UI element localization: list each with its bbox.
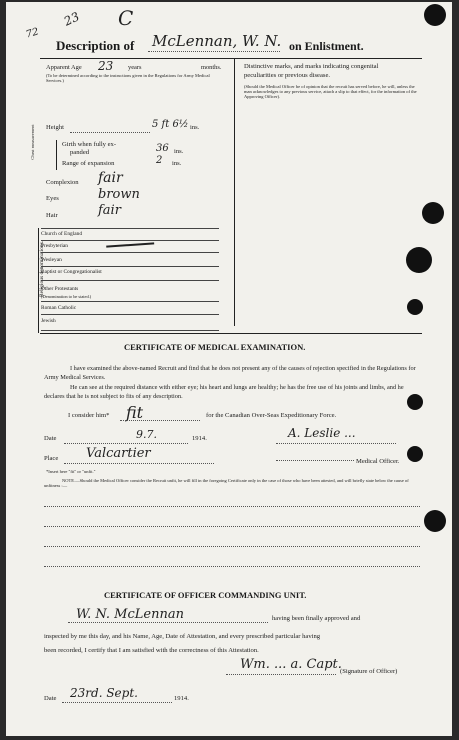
hair-value: fair [98,203,121,218]
commanding-date-value: 23rd. Sept. [70,686,138,700]
age-note: (To be determined according to the instructions given in the Regulations for Army Medical Services.) [46,73,210,84]
religion-item: Presbyterian [41,243,68,249]
years-label: years [128,64,142,71]
marks-label: Distinctive marks, and marks indicating congenital [244,63,379,70]
medical-officer-label: Medical Officer. [356,458,400,465]
medical-place-value: Valcartier [86,446,151,461]
complexion-label: Complexion [46,179,79,186]
letter-mark: C [118,6,134,30]
medical-place-label: Place [44,455,59,462]
consider-value: fit [126,403,144,422]
header-prefix: Description of [56,38,135,53]
hair-label: Hair [46,212,58,219]
punch-hole [422,202,444,224]
commanding-line-1: having been finally approved and [272,615,361,622]
commanding-date-year: 1914. [174,695,189,702]
eyes-value: brown [98,187,140,202]
margin-number: 72 [24,26,40,41]
height-label: Height [46,124,64,131]
eyes-label: Eyes [46,195,59,202]
months-label: months. [201,64,222,71]
punch-hole [406,247,432,273]
commanding-name-value: W. N. McLennan [76,607,184,622]
religion-item-note: (Denomination to be stated.) [41,294,92,299]
medical-date-year: 1914. [192,435,207,442]
medical-signature: A. Leslie ... [288,426,356,440]
height-value: 5 ft 6½ [152,119,189,130]
margin-initials: 23 [61,9,82,29]
range-label: Range of expansion [62,160,115,167]
religion-item: Jewish [41,318,56,324]
presbyterian-tick [106,236,154,247]
header-suffix: on Enlistment. [289,39,364,53]
recruit-name: McLennan, W. N. [152,32,282,50]
punch-hole [407,299,423,315]
religion-item: Church of England [41,231,83,237]
punch-hole [424,4,446,26]
religion-item: Baptist or Congregationalist [41,269,102,275]
complexion-value: fair [98,170,123,186]
medical-date-value: 9.7. [136,428,157,441]
commanding-sig-label: (Signature of Officer) [340,668,398,675]
religion-item: Other Protestants [41,286,79,292]
medical-heading: CERTIFICATE OF MEDICAL EXAMINATION. [124,342,306,352]
girth-unit: ins. [174,148,184,155]
girth-value: 36 [156,143,169,154]
punch-hole [424,510,446,532]
commanding-line-3: been recorded, I certify that I am satisfied with the correctness of this Attestation. [44,647,259,654]
girth-label: Girth when fully ex- [62,141,117,148]
medical-note: NOTE.—Should the Medical Officer consider the Recruit unfit, he will fill in the foregoing Certificate only in the case of those who have been attested, and will briefly state below the cause of unfitness :— [44,478,409,489]
attestation-form [6,2,452,736]
religion-item: Roman Catholic [41,305,77,311]
commanding-line-2: inspected by me this day, and his Name, Age, Date of Attestation, and every prescribed particular having [44,633,321,640]
girth-label-2: panded [70,149,90,156]
religion-item: Wesleyan [41,257,62,263]
marks-note: (Should the Medical Officer be of opinion that the recruit has served before, he will, unless the man acknowledges to any previous service, attach a slip to that effect, for the information of the Approving Officer). [244,84,417,100]
medical-para-1: I have examined the above-named Recruit and find that he does not present any of the causes of rejection specified in the Regulations for Army Medical Services. [44,365,416,381]
medical-para-2: He can see at the required distance with either eye; his heart and lungs are healthy; he has the free use of his joints and limbs, and he declares that he is not subject to fits of any description. [44,384,404,400]
height-unit: ins. [190,124,200,131]
apparent-age-label: Apparent Age [46,64,82,71]
religion-label: Religious denominations. [39,240,45,297]
range-value: 2 [156,155,163,166]
apparent-age-value: 23 [98,59,114,73]
commanding-date-label: Date [44,695,57,702]
commanding-signature: Wm. ... a. Capt. [240,657,342,672]
consider-suffix: for the Canadian Over-Seas Expeditionary Force. [206,412,337,419]
range-unit: ins. [172,160,182,167]
medical-date-label: Date [44,435,57,442]
fit-footnote: *Insert here "fit" or "unfit." [46,469,96,474]
chest-label: Chest measurement [30,124,35,160]
marks-label-2: peculiarities or previous disease. [244,72,331,79]
consider-label: I consider him* [68,412,110,419]
punch-hole [407,446,423,462]
commanding-heading: CERTIFICATE OF OFFICER COMMANDING UNIT. [104,590,307,600]
